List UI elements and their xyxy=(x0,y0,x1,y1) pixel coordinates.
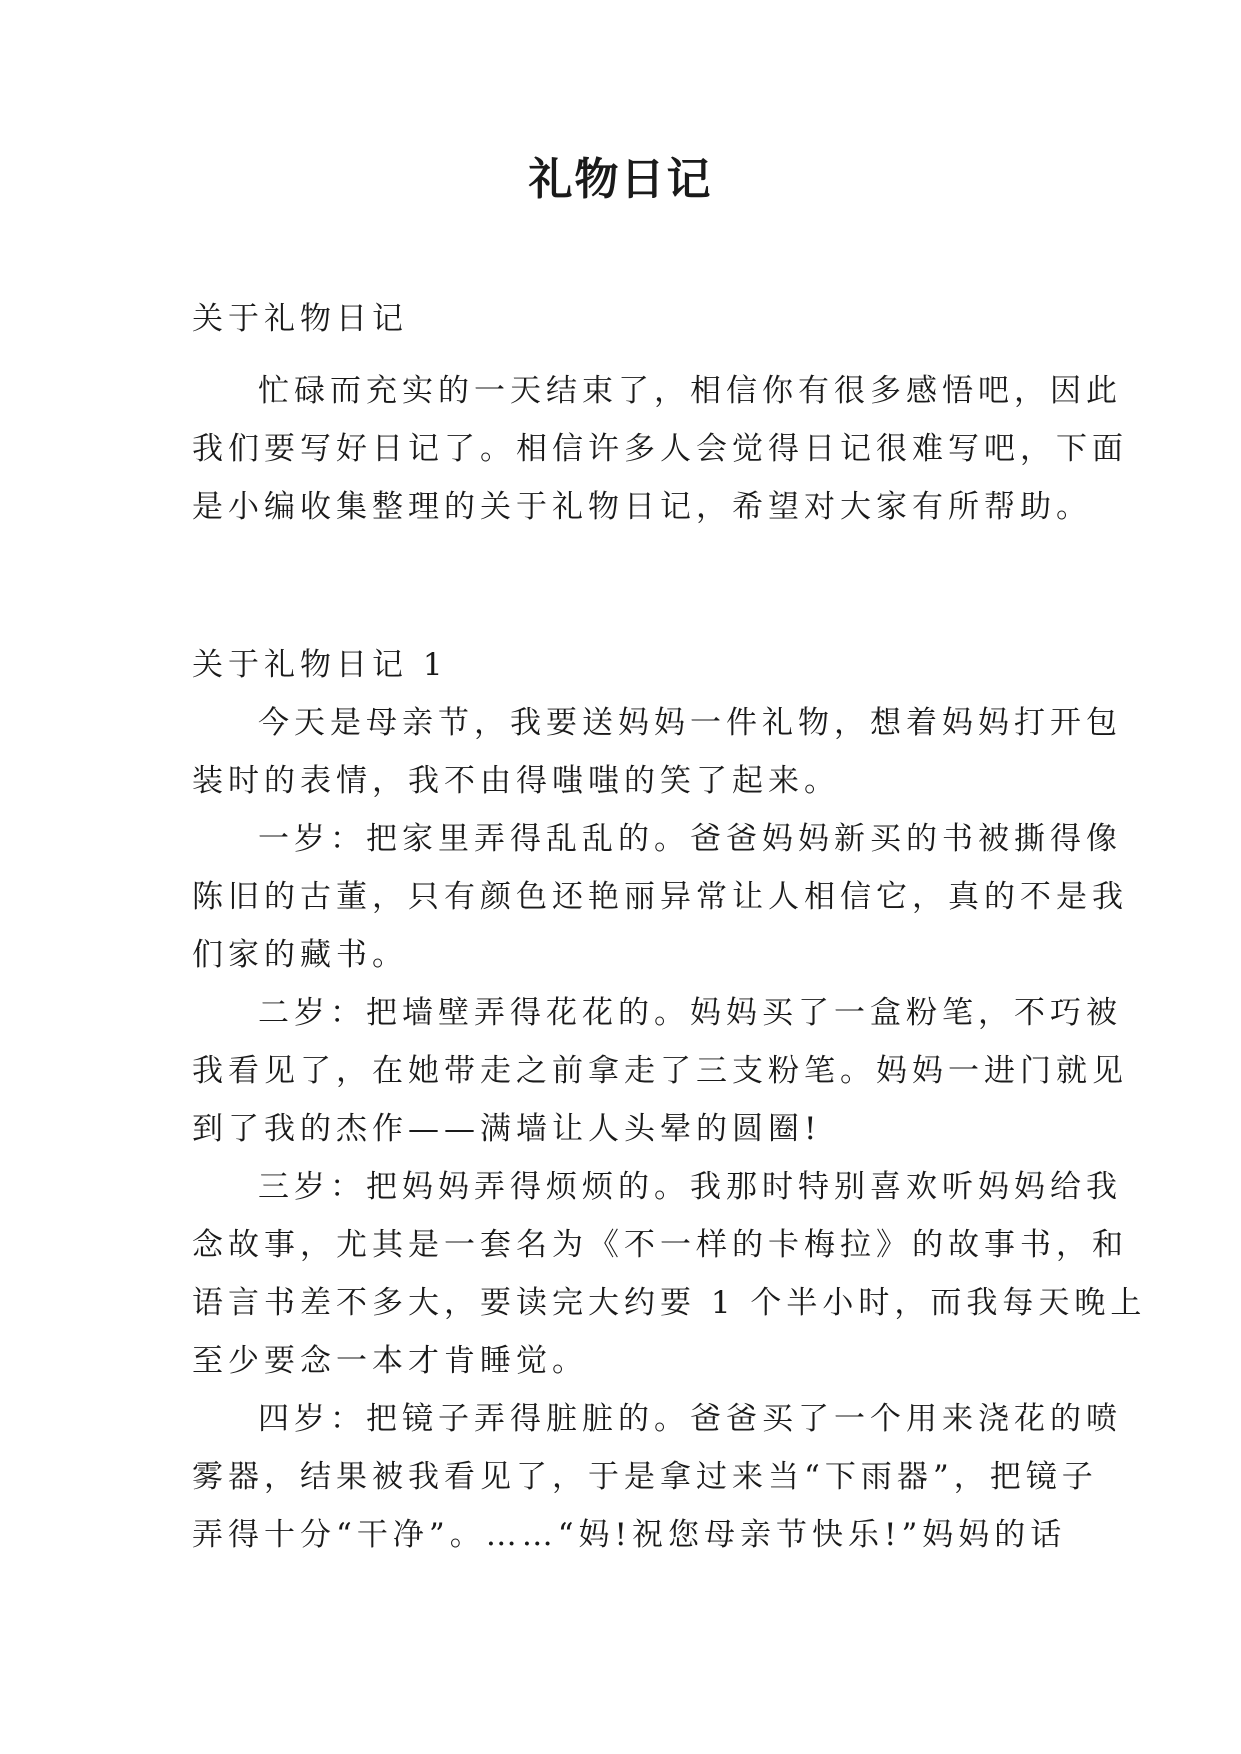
intro-line: 是小编收集整理的关于礼物日记，希望对大家有所帮助。 xyxy=(192,489,1092,525)
intro-heading: 关于礼物日记 xyxy=(192,301,408,337)
paragraph-line: 到了我的杰作——满墙让人头晕的圆圈! xyxy=(192,1111,822,1147)
paragraph-line: 念故事，尤其是一套名为《不一样的卡梅拉》的故事书，和 xyxy=(192,1227,1128,1263)
paragraph-line: 们家的藏书。 xyxy=(192,937,408,973)
paragraph-line: 至少要念一本才肯睡觉。 xyxy=(192,1343,588,1379)
paragraph-4 xyxy=(192,1158,1147,1390)
paragraph-2 xyxy=(192,810,1128,984)
paragraph-line: 一岁：把家里弄得乱乱的。爸爸妈妈新买的书被撕得像 xyxy=(258,821,1122,857)
diary-body xyxy=(192,694,1147,1564)
paragraph-line: 四岁：把镜子弄得脏脏的。爸爸买了一个用来浇花的喷 xyxy=(258,1401,1122,1437)
paragraph-1 xyxy=(192,694,1122,810)
paragraph-line: 三岁：把妈妈弄得烦烦的。我那时特别喜欢听妈妈给我 xyxy=(258,1169,1122,1205)
paragraph-line: 二岁：把墙壁弄得花花的。妈妈买了一盒粉笔，不巧被 xyxy=(258,995,1122,1031)
intro-line: 我们要写好日记了。相信许多人会觉得日记很难写吧，下面 xyxy=(192,431,1128,467)
paragraph-line: 今天是母亲节，我要送妈妈一件礼物，想着妈妈打开包 xyxy=(258,705,1122,741)
paragraph-3 xyxy=(192,984,1128,1158)
paragraph-5 xyxy=(192,1390,1122,1564)
section-heading: 关于礼物日记 1 xyxy=(192,647,448,683)
paragraph-line: 我看见了，在她带走之前拿走了三支粉笔。妈妈一进门就见 xyxy=(192,1053,1128,1089)
intro-line: 忙碌而充实的一天结束了，相信你有很多感悟吧，因此 xyxy=(258,373,1122,409)
paragraph-line: 陈旧的古董，只有颜色还艳丽异常让人相信它，真的不是我 xyxy=(192,879,1128,915)
paragraph-line: 语言书差不多大，要读完大约要 1 个半小时，而我每天晚上 xyxy=(192,1285,1147,1321)
intro-paragraph xyxy=(192,362,1128,536)
paragraph-line: 装时的表情，我不由得嗤嗤的笑了起来。 xyxy=(192,763,840,799)
document-title: 礼物日记 xyxy=(528,154,713,205)
paragraph-line: 雾器，结果被我看见了，于是拿过来当“下雨器”，把镜子 xyxy=(192,1459,1098,1495)
paragraph-line: 弄得十分“干净”。……“妈!祝您母亲节快乐!”妈妈的话 xyxy=(192,1517,1067,1553)
